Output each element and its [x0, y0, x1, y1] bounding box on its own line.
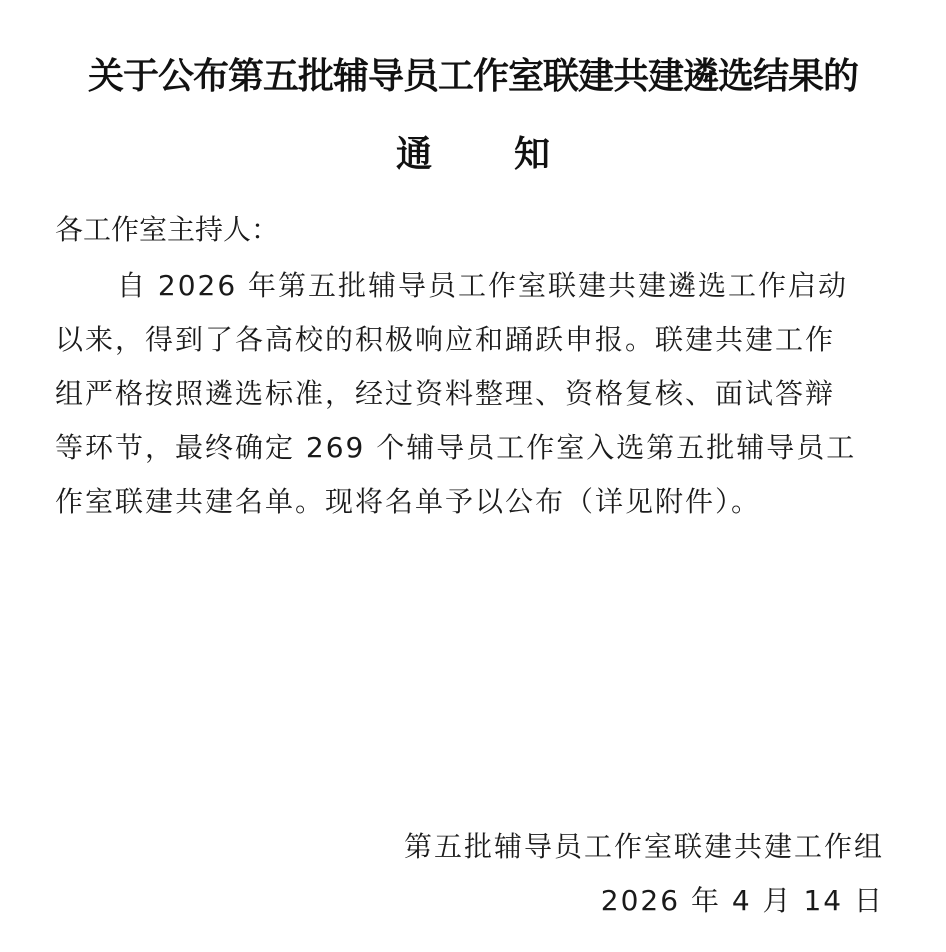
body-line: 作室联建共建名单。现将名单予以公布（详见附件）。 [55, 485, 762, 518]
signature-date: 2026 年 4 月 14 日 [600, 884, 884, 917]
signature-organization: 第五批辅导员工作室联建共建工作组 [403, 830, 884, 863]
body-line: 等环节，最终确定 269 个辅导员工作室入选第五批辅导员工 [55, 431, 857, 464]
body-line: 自 2026 年第五批辅导员工作室联建共建遴选工作启动 [117, 269, 849, 302]
body-paragraph [55, 259, 891, 529]
signature-block [404, 820, 884, 928]
title-char-tong: 通 [395, 133, 432, 175]
salutation: 各工作室主持人： [55, 213, 280, 246]
body-line: 组严格按照遴选标准，经过资料整理、资格复核、面试答辩 [55, 377, 836, 410]
title-char-zhi: 知 [514, 133, 551, 175]
document-title: 关于公布第五批辅导员工作室联建共建遴选结果的 [87, 55, 858, 97]
document-title-notice [0, 126, 946, 182]
body-line: 以来，得到了各高校的积极响应和踊跃申报。联建共建工作 [55, 323, 836, 356]
